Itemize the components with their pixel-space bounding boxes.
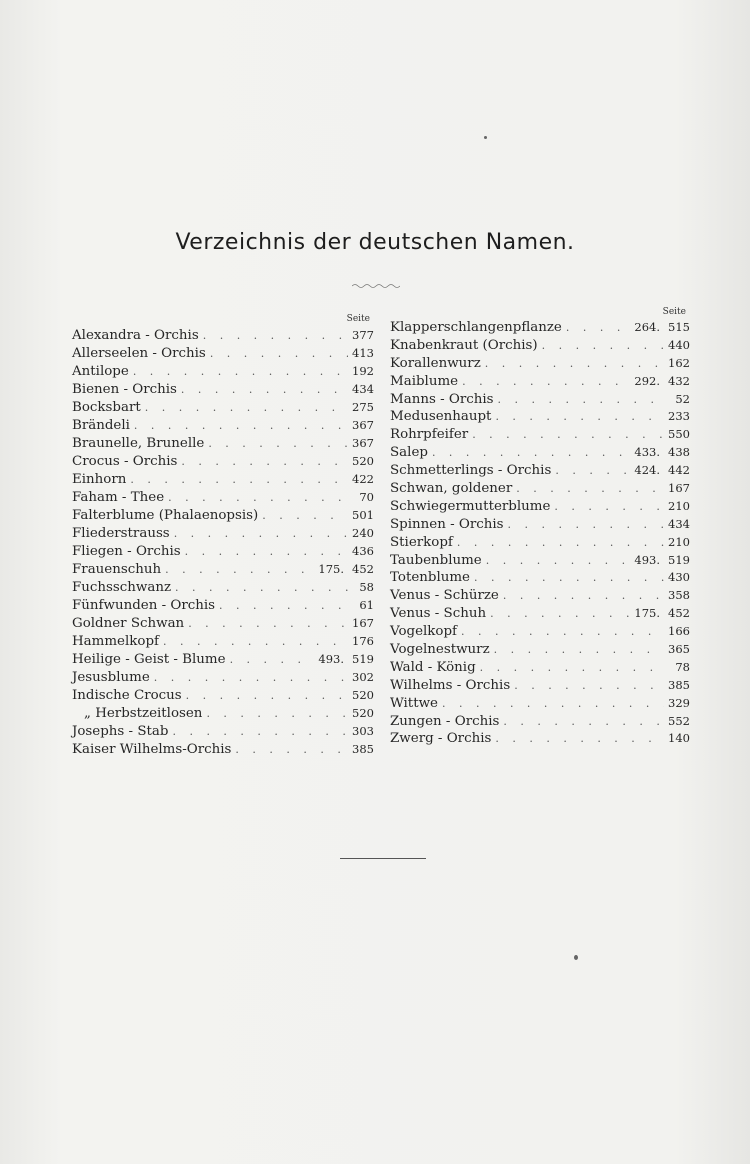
entry-list bbox=[390, 319, 690, 748]
entry-name: „ Herbstzeitlosen bbox=[84, 706, 203, 721]
entry-page-number: 78 bbox=[675, 659, 690, 674]
index-entry bbox=[72, 344, 374, 362]
dot-leader bbox=[185, 543, 348, 561]
index-entry bbox=[72, 578, 374, 596]
entry-extra-page: 493. bbox=[318, 652, 344, 666]
entry-page-number: 434 bbox=[352, 382, 374, 396]
entry-page-number: 70 bbox=[359, 490, 374, 504]
entry-name: Jesusblume bbox=[72, 670, 150, 685]
dot-leader bbox=[208, 435, 348, 453]
entry-page-number: 240 bbox=[352, 526, 374, 540]
entry-extra-page: 175. bbox=[634, 606, 660, 621]
entry-page-number: 176 bbox=[352, 634, 374, 648]
entry-page-number: 452 bbox=[352, 562, 374, 576]
entry-page-number: 432 bbox=[668, 373, 690, 388]
index-entry bbox=[390, 516, 690, 534]
dot-leader bbox=[175, 579, 348, 597]
index-entry bbox=[72, 650, 374, 668]
index-entry bbox=[72, 452, 374, 470]
dot-leader bbox=[145, 399, 348, 417]
dot-leader bbox=[168, 489, 348, 507]
dot-leader bbox=[154, 669, 348, 687]
entry-name: Josephs - Stab bbox=[72, 724, 169, 739]
index-entry bbox=[390, 337, 690, 355]
dot-leader bbox=[514, 677, 664, 695]
index-column-left bbox=[72, 312, 374, 758]
entry-page-number: 162 bbox=[668, 355, 690, 370]
entry-name: Taubenblume bbox=[390, 552, 482, 568]
entry-name: Manns - Orchis bbox=[390, 391, 494, 407]
entry-page-number: 58 bbox=[359, 580, 374, 594]
dot-leader bbox=[186, 687, 348, 705]
entry-name: Goldner Schwan bbox=[72, 616, 185, 631]
index-entry bbox=[390, 319, 690, 337]
entry-name: Schmetterlings - Orchis bbox=[390, 463, 552, 479]
dot-leader bbox=[472, 426, 664, 444]
index-entry bbox=[390, 677, 690, 695]
dot-leader bbox=[495, 408, 664, 426]
index-entry bbox=[72, 326, 374, 344]
dot-leader bbox=[480, 659, 664, 677]
entry-page-number: 377 bbox=[352, 328, 374, 342]
entry-page-number: 385 bbox=[352, 742, 374, 756]
entry-name: Bocksbart bbox=[72, 400, 141, 415]
dot-leader bbox=[230, 651, 315, 669]
index-entry bbox=[390, 730, 690, 748]
entry-list bbox=[72, 326, 374, 758]
entry-name: Korallenwurz bbox=[390, 355, 481, 371]
dot-leader bbox=[442, 695, 664, 713]
seite-label: Seite bbox=[346, 314, 370, 324]
entry-page-number: 442 bbox=[668, 463, 690, 478]
dot-leader bbox=[495, 730, 664, 748]
entry-page-number: 358 bbox=[668, 588, 690, 603]
entry-extra-page: 424. bbox=[634, 463, 660, 478]
index-entry bbox=[390, 373, 690, 391]
entry-name: Antilope bbox=[72, 364, 129, 379]
entry-page-number: 275 bbox=[352, 400, 374, 414]
index-entry bbox=[72, 524, 374, 542]
entry-name: Crocus - Orchis bbox=[72, 454, 178, 469]
dot-leader bbox=[219, 597, 348, 615]
dot-leader bbox=[165, 561, 314, 579]
dot-leader bbox=[130, 471, 348, 489]
dot-leader bbox=[516, 480, 664, 498]
index-entry bbox=[390, 391, 690, 409]
dot-leader bbox=[503, 587, 664, 605]
index-entry bbox=[72, 362, 374, 380]
index-entry bbox=[390, 498, 690, 516]
entry-page-number: 210 bbox=[668, 534, 690, 549]
dot-leader bbox=[174, 525, 348, 543]
dot-leader bbox=[163, 633, 348, 651]
entry-name: Frauenschuh bbox=[72, 562, 162, 577]
entry-page-number: 438 bbox=[668, 445, 690, 460]
index-entry bbox=[390, 552, 690, 570]
dot-leader bbox=[566, 319, 631, 337]
entry-extra-page: 493. bbox=[634, 552, 660, 567]
dot-leader bbox=[462, 373, 630, 391]
index-column-right bbox=[390, 305, 690, 748]
index-entry bbox=[72, 380, 374, 398]
entry-name: Maiblume bbox=[390, 373, 459, 389]
entry-name: Klapperschlangenpflanze bbox=[390, 320, 562, 335]
dot-leader bbox=[554, 498, 664, 516]
entry-page-number: 550 bbox=[668, 427, 690, 442]
entry-page-number: 519 bbox=[352, 652, 374, 666]
entry-page-number: 434 bbox=[668, 516, 690, 531]
dot-leader bbox=[134, 417, 348, 435]
entry-extra-page: 433. bbox=[634, 445, 660, 460]
dot-leader bbox=[181, 381, 348, 399]
dot-leader bbox=[133, 363, 348, 381]
dot-leader bbox=[203, 327, 348, 345]
entry-page-number: 52 bbox=[675, 391, 690, 406]
index-entry bbox=[390, 462, 690, 480]
entry-page-number: 520 bbox=[352, 706, 374, 720]
dot-leader bbox=[262, 507, 348, 525]
dot-leader bbox=[210, 345, 348, 363]
entry-page-number: 233 bbox=[668, 409, 690, 424]
entry-name: Einhorn bbox=[72, 472, 127, 487]
entry-page-number: 167 bbox=[668, 481, 690, 496]
entry-page-number: 210 bbox=[668, 498, 690, 513]
dot-leader bbox=[490, 605, 630, 623]
index-entry bbox=[72, 470, 374, 488]
dot-leader bbox=[461, 623, 664, 641]
entry-name: Heilige - Geist - Blume bbox=[72, 652, 226, 667]
dot-leader bbox=[235, 741, 348, 759]
entry-name: Brändeli bbox=[72, 418, 130, 433]
index-entry bbox=[390, 444, 690, 462]
entry-page-number: 385 bbox=[668, 677, 690, 692]
entry-page-number: 452 bbox=[668, 606, 690, 621]
entry-page-number: 367 bbox=[352, 436, 374, 450]
entry-name: Venus - Schürze bbox=[390, 588, 499, 604]
index-entry bbox=[72, 506, 374, 524]
entry-name: Stierkopf bbox=[390, 534, 453, 550]
entry-page-number: 519 bbox=[668, 552, 690, 567]
index-entry bbox=[72, 722, 374, 740]
entry-page-number: 302 bbox=[352, 670, 374, 684]
index-entry bbox=[72, 488, 374, 506]
entry-name: Spinnen - Orchis bbox=[390, 516, 504, 532]
index-entry bbox=[390, 569, 690, 587]
paper-speck bbox=[484, 136, 487, 139]
entry-name: Fuchsschwanz bbox=[72, 580, 172, 595]
paper-speck bbox=[574, 955, 578, 960]
entry-name: Venus - Schuh bbox=[390, 606, 487, 622]
dot-leader bbox=[485, 355, 664, 373]
index-entry bbox=[390, 355, 690, 373]
entry-name: Vogelnestwurz bbox=[390, 642, 490, 658]
entry-page-number: 520 bbox=[352, 688, 374, 702]
dot-leader bbox=[172, 723, 348, 741]
dot-leader bbox=[432, 444, 630, 462]
index-entry bbox=[72, 614, 374, 632]
index-entry bbox=[390, 659, 690, 677]
entry-page-number: 520 bbox=[352, 454, 374, 468]
entry-name: Rohrpfeifer bbox=[390, 427, 469, 443]
entry-page-number: 413 bbox=[352, 346, 374, 360]
dot-leader bbox=[494, 641, 664, 659]
entry-name: Zwerg - Orchis bbox=[390, 731, 492, 747]
entry-page-number: 430 bbox=[668, 570, 690, 585]
index-entry bbox=[72, 398, 374, 416]
entry-name: Totenblume bbox=[390, 570, 470, 586]
index-entry bbox=[72, 686, 374, 704]
entry-page-number: 192 bbox=[352, 364, 374, 378]
entry-extra-page: 292. bbox=[634, 373, 660, 388]
entry-name: Indische Crocus bbox=[72, 688, 182, 703]
entry-page-number: 365 bbox=[668, 642, 690, 657]
entry-name: Braunelle, Brunelle bbox=[72, 436, 205, 451]
entry-page-number: 436 bbox=[352, 544, 374, 558]
index-entry bbox=[72, 632, 374, 650]
entry-page-number: 422 bbox=[352, 472, 374, 486]
index-entry bbox=[390, 695, 690, 713]
dot-leader bbox=[474, 569, 664, 587]
index-entry bbox=[390, 623, 690, 641]
index-entry bbox=[390, 480, 690, 498]
entry-name: Fliegen - Orchis bbox=[72, 544, 181, 559]
entry-name: Wald - König bbox=[390, 659, 476, 675]
entry-page-number: 329 bbox=[668, 695, 690, 710]
entry-page-number: 61 bbox=[359, 598, 374, 612]
entry-name: Schwan, goldener bbox=[390, 481, 513, 497]
index-entry bbox=[72, 560, 374, 578]
entry-name: Vogelkopf bbox=[390, 624, 457, 640]
dot-leader bbox=[457, 534, 664, 552]
index-entry bbox=[72, 434, 374, 452]
entry-name: Medusenhaupt bbox=[390, 409, 492, 425]
entry-name: Faham - Thee bbox=[72, 490, 165, 505]
entry-name: Fünfwunden - Orchis bbox=[72, 598, 216, 613]
index-title: Verzeichnis der deutschen Namen. bbox=[175, 230, 575, 255]
entry-name: Allerseelen - Orchis bbox=[72, 346, 206, 361]
entry-name: Alexandra - Orchis bbox=[72, 328, 199, 343]
entry-name: Fliederstrauss bbox=[72, 526, 170, 541]
closing-rule bbox=[340, 858, 426, 859]
seite-label: Seite bbox=[662, 307, 686, 317]
entry-page-number: 501 bbox=[352, 508, 374, 522]
index-entry bbox=[390, 426, 690, 444]
title-ornament bbox=[352, 282, 400, 290]
index-entry bbox=[72, 704, 374, 722]
entry-name: Bienen - Orchis bbox=[72, 382, 177, 397]
entry-name: Wilhelms - Orchis bbox=[390, 677, 511, 693]
entry-name: Wittwe bbox=[390, 695, 438, 711]
entry-extra-page: 175. bbox=[318, 562, 344, 576]
entry-name: Falterblume (Phalaenopsis) bbox=[72, 508, 259, 523]
entry-name: Knabenkraut (Orchis) bbox=[390, 337, 538, 353]
entry-name: Hammelkopf bbox=[72, 634, 159, 649]
index-entry bbox=[390, 713, 690, 731]
entry-name: Schwiegermutterblume bbox=[390, 498, 551, 514]
entry-page-number: 367 bbox=[352, 418, 374, 432]
dot-leader bbox=[542, 337, 664, 355]
dot-leader bbox=[555, 462, 630, 480]
entry-extra-page: 264. bbox=[634, 320, 660, 334]
index-entry bbox=[72, 542, 374, 560]
dot-leader bbox=[486, 552, 631, 570]
index-entry bbox=[72, 596, 374, 614]
dot-leader bbox=[181, 453, 348, 471]
index-entry bbox=[390, 534, 690, 552]
dot-leader bbox=[498, 391, 664, 409]
dot-leader bbox=[503, 713, 664, 731]
entry-name: Zungen - Orchis bbox=[390, 713, 500, 729]
dot-leader bbox=[508, 516, 664, 534]
index-entry bbox=[390, 605, 690, 623]
entry-page-number: 552 bbox=[668, 713, 690, 728]
dot-leader bbox=[188, 615, 348, 633]
entry-page-number: 166 bbox=[668, 624, 690, 639]
entry-name: Kaiser Wilhelms-Orchis bbox=[72, 742, 232, 757]
entry-page-number: 515 bbox=[668, 320, 690, 334]
entry-page-number: 140 bbox=[668, 731, 690, 746]
entry-page-number: 167 bbox=[352, 616, 374, 630]
index-entry bbox=[390, 408, 690, 426]
index-entry bbox=[72, 416, 374, 434]
dot-leader bbox=[206, 705, 348, 723]
entry-page-number: 440 bbox=[668, 337, 690, 352]
index-entry bbox=[390, 587, 690, 605]
index-entry bbox=[72, 668, 374, 686]
index-entry bbox=[72, 740, 374, 758]
index-entry bbox=[390, 641, 690, 659]
entry-page-number: 303 bbox=[352, 724, 374, 738]
entry-name: Salep bbox=[390, 445, 428, 461]
